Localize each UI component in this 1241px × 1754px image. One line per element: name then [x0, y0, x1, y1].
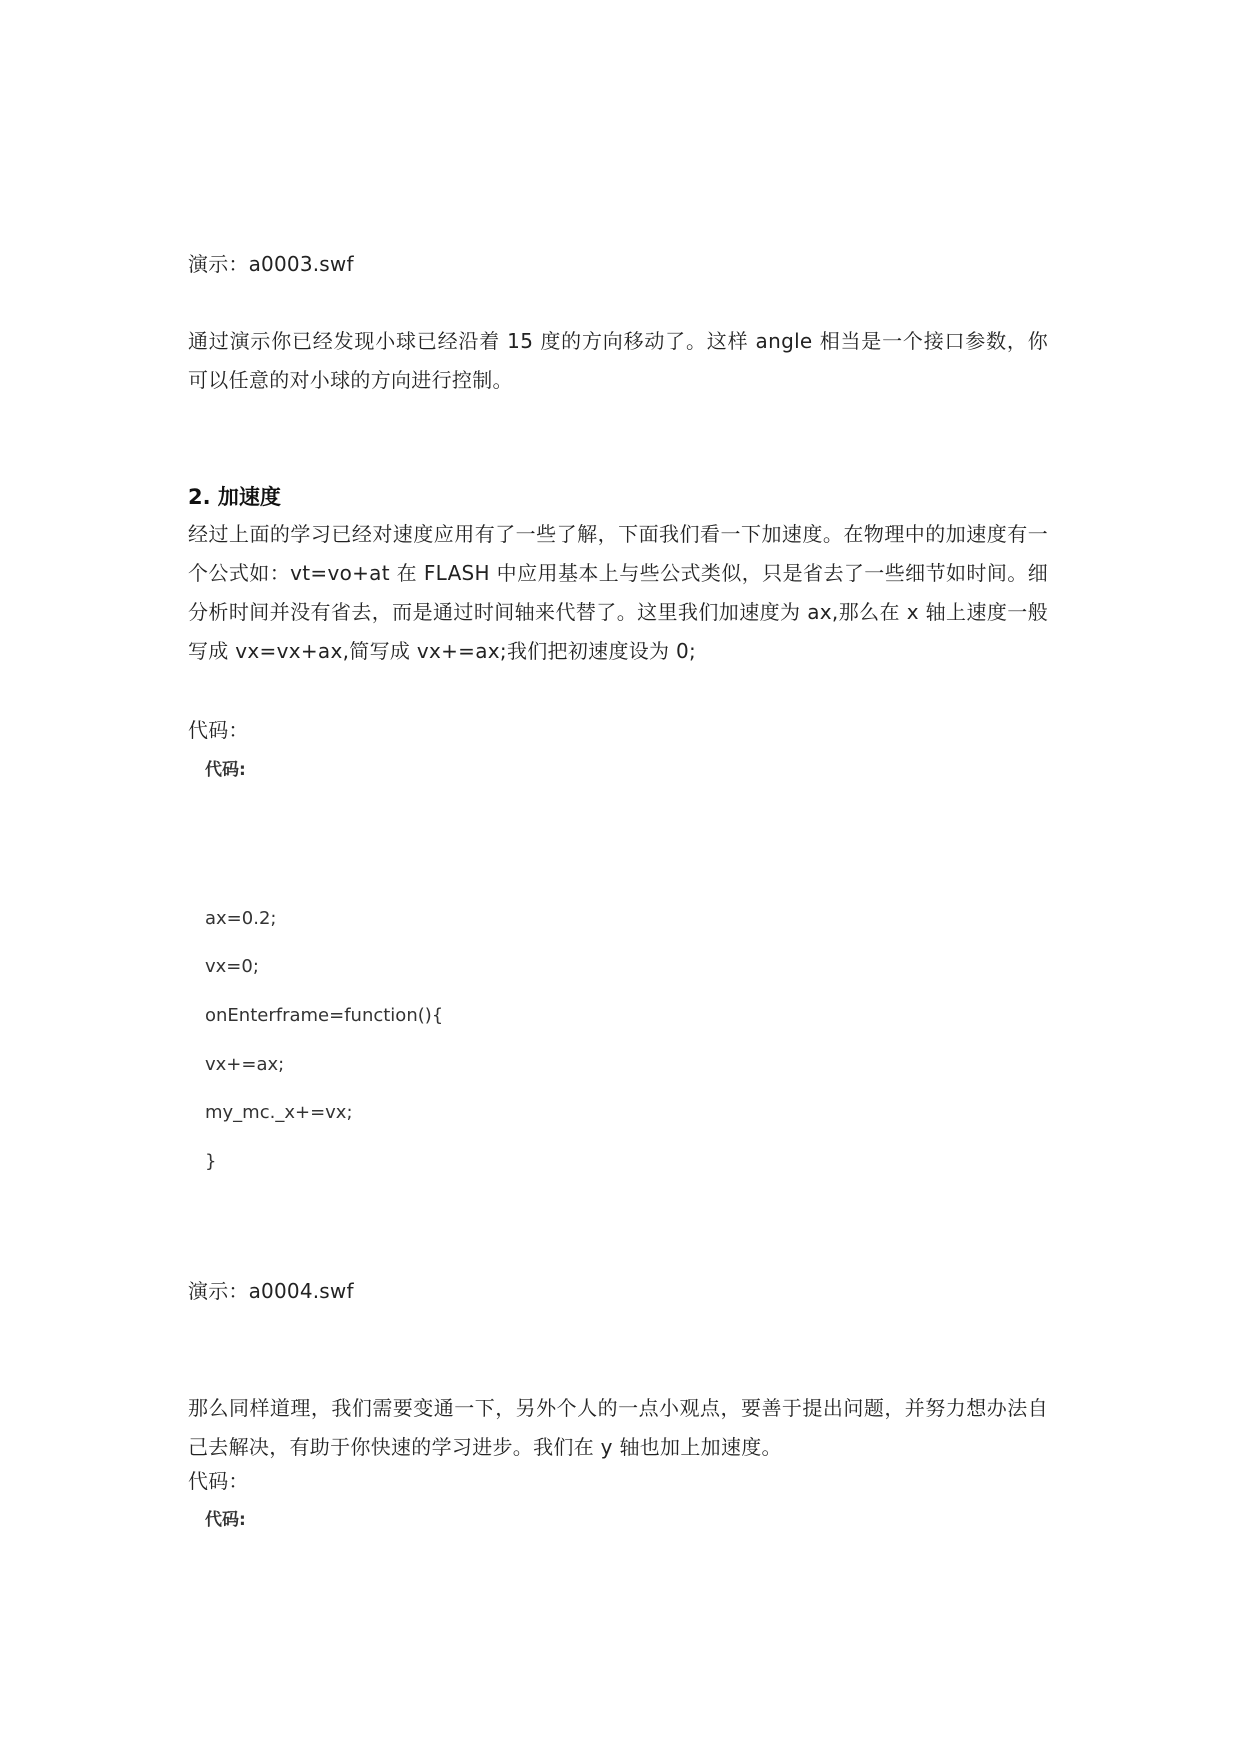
code-line: vx+=ax; [205, 1054, 285, 1075]
code-intro: 代码： [188, 1469, 249, 1493]
demo-caption-a0004: 演示：a0004.swf [188, 1279, 354, 1303]
code-line: vx=0; [205, 956, 259, 977]
code-label: 代码: [205, 760, 246, 780]
section-heading-acceleration: 2. 加速度 [188, 485, 281, 509]
code-intro: 代码： [188, 718, 249, 742]
code-line: ax=0.2; [205, 908, 277, 929]
code-line: } [205, 1151, 217, 1172]
code-line: my_mc._x+=vx; [205, 1102, 353, 1123]
paragraph-y-axis: 那么同样道理，我们需要变通一下，另外个人的一点小观点，要善于提出问题，并努力想办法自己去解决，有助于你快速的学习进步。我们在 y 轴也加上加速度。 [188, 1396, 1048, 1459]
demo-caption-a0003: 演示：a0003.swf [188, 252, 354, 276]
code-line: onEnterframe=function(){ [205, 1005, 444, 1026]
paragraph-acceleration: 经过上面的学习已经对速度应用有了一些了解，下面我们看一下加速度。在物理中的加速度有一个公式如：vt=vo+at 在 FLASH 中应用基本上与些公式类似，只是省去了一些细节如时间。细分析时间并没有省去，而是通过时间轴来代替了。这里我们加速度为 ax,那么在 x 轴上速度一般写成 vx=vx+ax,简写成 vx+=ax;我们把初速度设为 0; [188, 522, 1049, 663]
code-label: 代码: [205, 1510, 246, 1530]
paragraph-angle: 通过演示你已经发现小球已经沿着 15 度的方向移动了。这样 angle 相当是一个接口参数，你可以任意的对小球的方向进行控制。 [188, 329, 1048, 392]
